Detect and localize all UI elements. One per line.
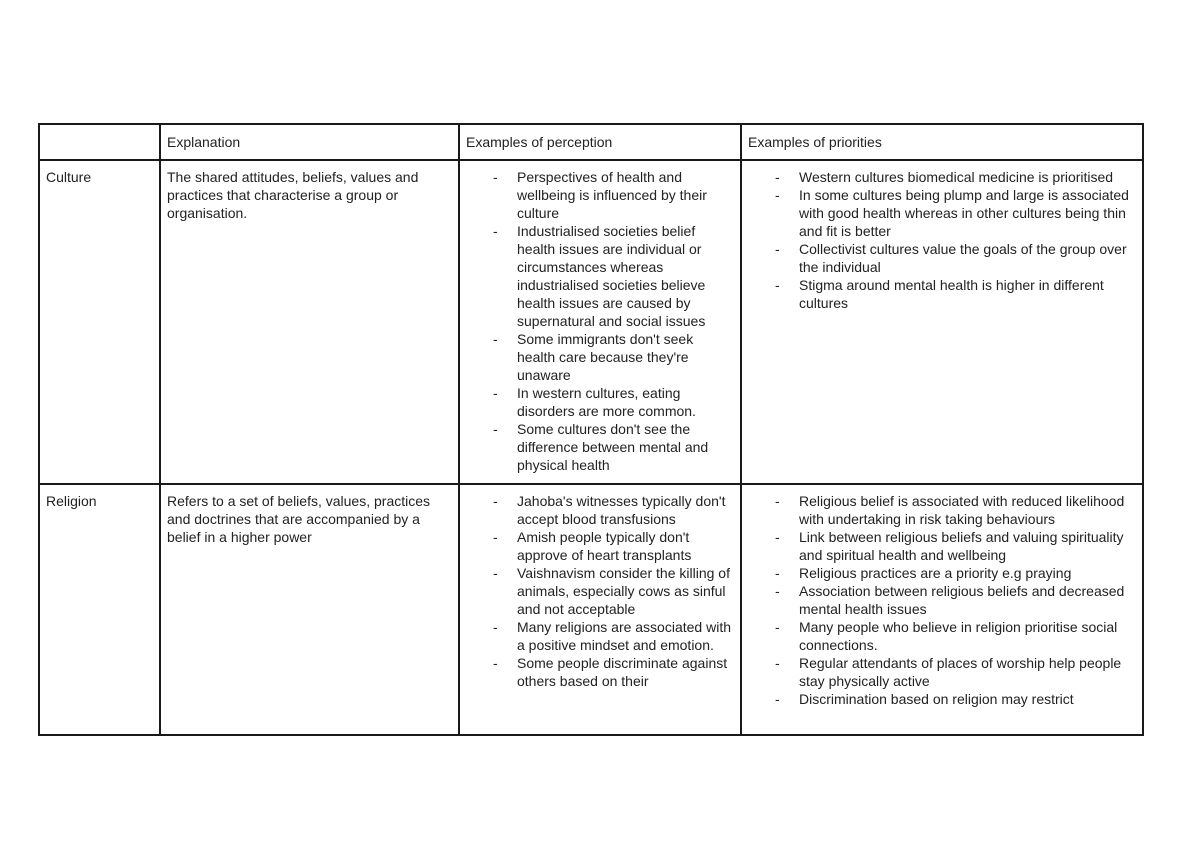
header-cell-perception: Examples of perception — [459, 124, 741, 160]
list-item: - Some cultures don't see the difference between mental and physical health — [517, 420, 734, 474]
perception-list-culture — [466, 168, 734, 474]
list-item: - Religious belief is associated with reduced likelihood with undertaking in risk taking behaviours — [799, 492, 1136, 528]
header-cell-blank — [39, 124, 160, 160]
comparison-table — [38, 123, 1144, 736]
list-item: - Perspectives of health and wellbeing is influenced by their culture — [517, 168, 734, 222]
list-item: - Religious practices are a priority e.g praying — [799, 564, 1136, 582]
list-item: - Some immigrants don't seek health care because they're unaware — [517, 330, 734, 384]
list-item: - Western cultures biomedical medicine is prioritised — [799, 168, 1136, 186]
perception-cell-religion — [459, 484, 741, 735]
priorities-cell-religion — [741, 484, 1143, 735]
table-row-religion — [39, 484, 1143, 735]
list-item: - Regular attendants of places of worship help people stay physically active — [799, 654, 1136, 690]
list-item: - Discrimination based on religion may restrict — [799, 690, 1136, 708]
list-item: - In western cultures, eating disorders are more common. — [517, 384, 734, 420]
table-row-culture — [39, 160, 1143, 484]
list-item: - Many religions are associated with a positive mindset and emotion. — [517, 618, 734, 654]
explanation-cell-culture: The shared attitudes, beliefs, values and practices that characterise a group or organisation. — [160, 160, 459, 484]
priorities-cell-content — [748, 492, 1136, 708]
list-item: - Link between religious beliefs and valuing spirituality and spiritual health and wellbeing — [799, 528, 1136, 564]
row-label-religion: Religion — [39, 484, 160, 735]
list-item: - Association between religious beliefs and decreased mental health issues — [799, 582, 1136, 618]
list-item: - Stigma around mental health is higher in different cultures — [799, 276, 1136, 312]
list-item: - Amish people typically don't approve of heart transplants — [517, 528, 734, 564]
perception-cell-content — [466, 492, 734, 690]
list-item: - Many people who believe in religion prioritise social connections. — [799, 618, 1136, 654]
priorities-list-religion — [748, 492, 1136, 708]
list-item: - Jahoba's witnesses typically don't accept blood transfusions — [517, 492, 734, 528]
list-item: - In some cultures being plump and large is associated with good health whereas in other cultures being thin and fit is better — [799, 186, 1136, 240]
priorities-list-culture — [748, 168, 1136, 312]
table-header-row — [39, 124, 1143, 160]
list-item: - Industrialised societies belief health issues are individual or circumstances whereas industrialised societies believe health issues are caused by supernatural and social issues — [517, 222, 734, 330]
perception-cell-culture — [459, 160, 741, 484]
header-cell-priorities: Examples of priorities — [741, 124, 1143, 160]
perception-list-religion — [466, 492, 734, 690]
list-item: - Vaishnavism consider the killing of animals, especially cows as sinful and not acceptable — [517, 564, 734, 618]
list-item: - Some people discriminate against others based on their — [517, 654, 734, 690]
row-label-culture: Culture — [39, 160, 160, 484]
header-cell-explanation: Explanation — [160, 124, 459, 160]
list-item: - Collectivist cultures value the goals of the group over the individual — [799, 240, 1136, 276]
explanation-cell-religion: Refers to a set of beliefs, values, practices and doctrines that are accompanied by a belief in a higher power — [160, 484, 459, 735]
priorities-cell-culture — [741, 160, 1143, 484]
